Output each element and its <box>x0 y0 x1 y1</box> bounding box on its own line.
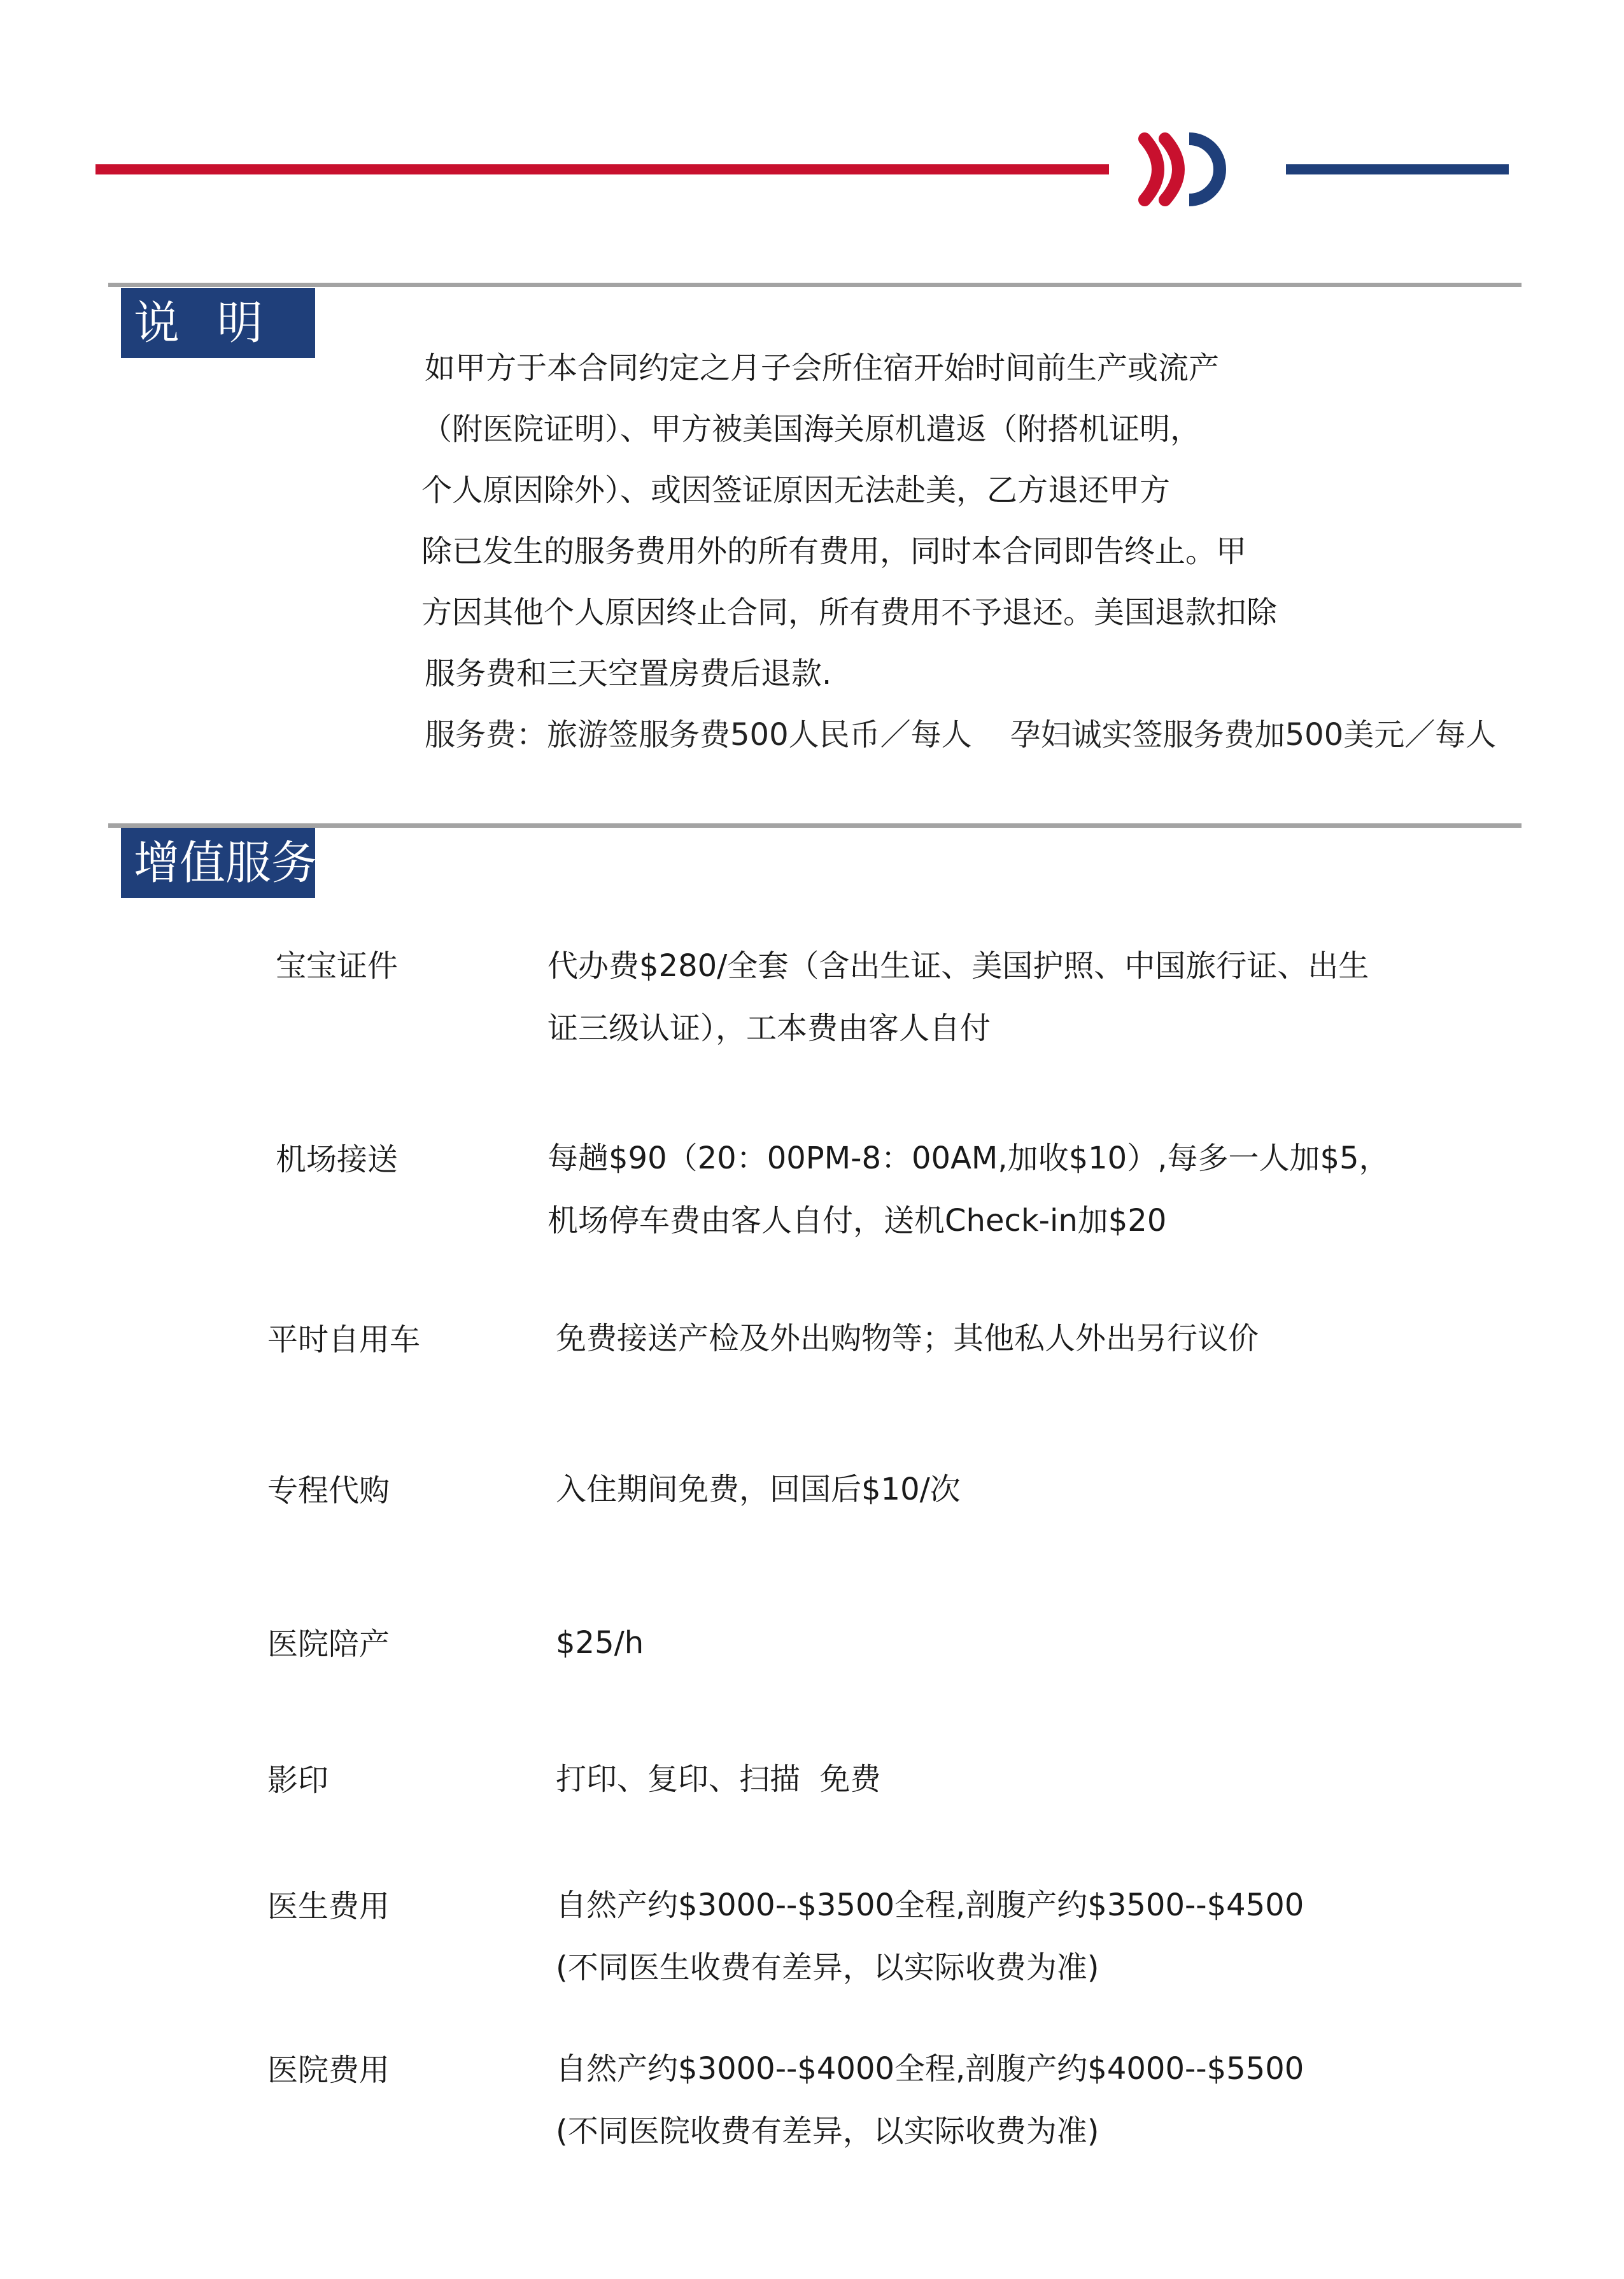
service-label: 影印 <box>267 1763 329 1798</box>
service-value <box>547 935 1369 1060</box>
notes-line: 如甲方于本合同约定之月子会所住宿开始时间前生产或流产 <box>425 350 1220 386</box>
service-label: 医院费用 <box>267 2052 390 2088</box>
service-value-line: 免费接送产检及外出购物等；其他私人外出另行议价 <box>556 1321 1259 1356</box>
service-value-line: 证三级认证），工本费由客人自付 <box>547 1011 991 1046</box>
service-value-line: 机场停车费由客人自付，送机Check-in加$20 <box>547 1203 1167 1239</box>
service-label: 专程代购 <box>267 1473 390 1509</box>
section-title-notes: 说 明 <box>121 288 315 358</box>
notes-paragraph <box>421 337 1496 765</box>
service-value-line: 代办费$280/全套（含出生证、美国护照、中国旅行证、出生 <box>547 948 1369 984</box>
service-value-line: 入住期间免费，回国后$10/次 <box>556 1472 961 1507</box>
header-red-bar <box>95 164 1109 174</box>
service-label: 医生费用 <box>267 1889 390 1924</box>
service-value-line: 打印、复印、扫描 免费 <box>556 1761 881 1797</box>
service-value <box>556 1748 881 1810</box>
service-fee-pregnant: 孕妇诚实签服务费加500美元／每人 <box>1010 717 1497 753</box>
notes-line: （附医院证明）、甲方被美国海关原机遣返（附搭机证明， <box>421 411 1201 447</box>
service-fee-tourist: 旅游签服务费500人民币／每人 <box>547 717 972 753</box>
xo-logo-icon <box>1133 125 1241 214</box>
notes-line: 服务费和三天空置房费后退款. <box>425 656 832 692</box>
service-value <box>556 1458 961 1521</box>
service-value <box>556 1612 644 1674</box>
service-fee-line <box>421 704 1496 765</box>
service-fee-label: 服务费： <box>425 717 547 753</box>
section-title-services: 增值服务 <box>121 828 315 898</box>
service-value <box>556 2038 1304 2162</box>
service-value-line: 自然产约$3000--$4000全程,剖腹产约$4000--$5500 <box>556 2051 1304 2087</box>
service-label: 宝宝证件 <box>276 948 399 984</box>
section-divider <box>108 823 1522 828</box>
notes-line: 方因其他个人原因终止合同，所有费用不予退还。美国退款扣除 <box>421 595 1278 630</box>
service-value-line: 自然产约$3000--$3500全程,剖腹产约$3500--$4500 <box>556 1887 1304 1923</box>
service-label: 机场接送 <box>276 1142 399 1177</box>
notes-line: 除已发生的服务费用外的所有费用，同时本合同即告终止。甲 <box>421 534 1247 569</box>
service-label: 平时自用车 <box>267 1322 421 1358</box>
service-value <box>556 1307 1259 1370</box>
notes-line: 个人原因除外）、或因签证原因无法赴美，乙方退还甲方 <box>421 472 1171 508</box>
service-value <box>547 1127 1390 1252</box>
service-value <box>556 1874 1304 1999</box>
service-value-line: (不同医院收费有差异，以实际收费为准) <box>556 2113 1099 2149</box>
service-value-line: $25/h <box>556 1625 644 1661</box>
section-divider <box>108 283 1522 287</box>
service-value-line: 每趟$90（20：00PM-8：00AM,加收$10）,每多一人加$5， <box>547 1140 1390 1176</box>
service-label: 医院陪产 <box>267 1626 390 1662</box>
header-blue-bar <box>1286 164 1509 174</box>
service-value-line: (不同医生收费有差异，以实际收费为准) <box>556 1950 1099 1985</box>
